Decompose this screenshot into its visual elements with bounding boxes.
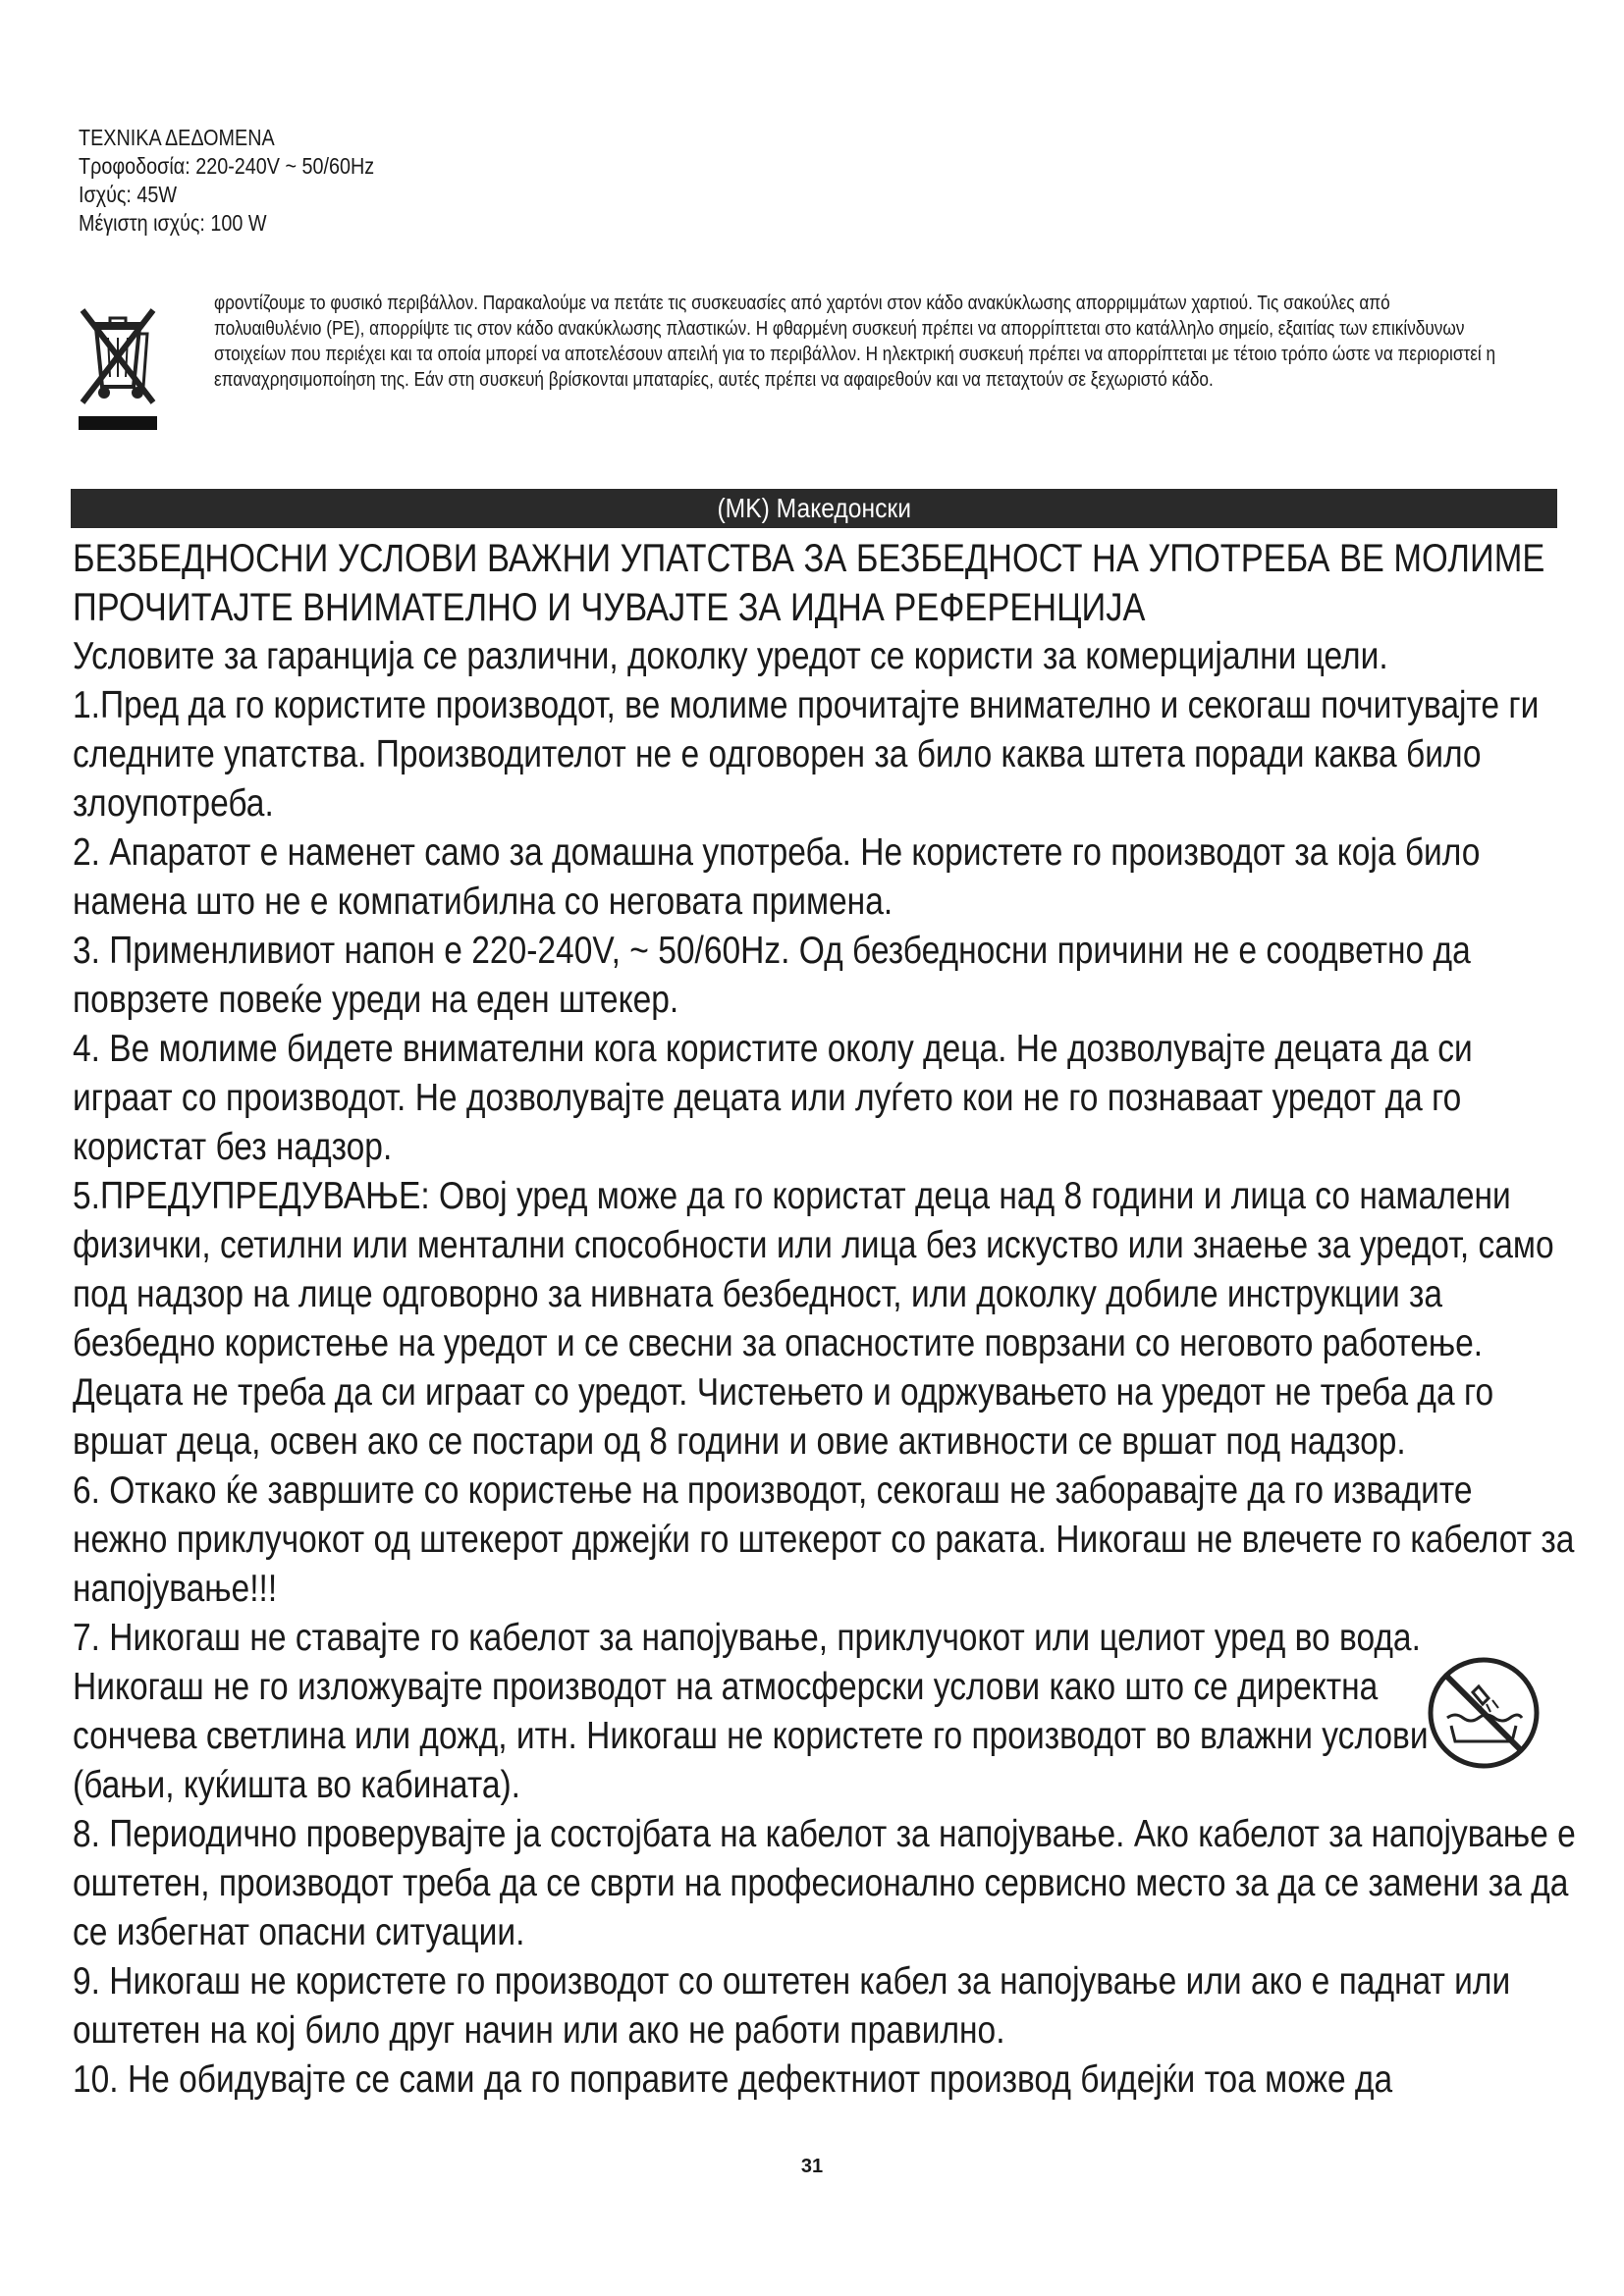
technical-power-supply: Τροφοδοσία: 220-240V ~ 50/60Hz [79,153,375,179]
instruction-item-10: 10. Не обидувајте се сами да го поправите дефектниот производ бидејќи тоа може да [73,2058,1393,2101]
safety-instructions [73,534,1576,2105]
technical-max-power: Μέγιστη ισχύς: 100 W [79,210,267,236]
technical-heading: ΤΕΧΝΙΚΑ ΔΕΔΟΜΕΝΑ [79,125,275,150]
technical-data-block [79,124,374,238]
recycling-notice [214,291,1497,393]
language-label: (MK) Македонски [717,493,911,523]
warranty-intro: Условите за гаранција се различни, доколку уредот се користи за комерцијални цели. [73,635,1388,677]
instruction-item-4: 4. Ве молиме бидете внимателни кога користите околу деца. Не дозволувајте децата да си играат со производот. Не дозволувајте децата или луѓето кои не го познаваат уредот да го користат без надзор. [73,1028,1473,1168]
instruction-item-6: 6. Откако ќе завршите со користење на производот, секогаш не заборавајте да го извадите нежно приклучокот од штекерот држејќи го штекерот со раката. Никогаш не влечете го кабелот за напојување!!! [73,1469,1575,1610]
instruction-item-5: 5.ПРЕДУПРЕДУВАЊЕ: Овој уред може да го користат деца над 8 години и лица со намалени физички, сетилни или ментални способности или лица без искуство или знаење за уредот, само под надзор на лице одговорно за нивната безбедност, или доколку добиле инструкции за безбедно користење на уредот и се свесни за опасностите поврзани со неговото работење. Децата не треба да си играат со уредот. Чистењето и одржувањето на уредот не треба да го вршат деца, освен ако се постари од 8 години и овие активности се вршат под надзор. [73,1175,1554,1463]
no-water-immersion-icon [1426,1655,1542,1771]
technical-power: Ισχύς: 45W [79,182,178,207]
instruction-item-3: 3. Применливиот напон е 220-240V, ~ 50/60Hz. Од безбедносни причини не е соодветно да поврзете повеќе уреди на еден штекер. [73,930,1471,1021]
recycling-text: φροντίζουμε το φυσικό περιβάλλον. Παρακαλούμε να πετάτε τις συσκευασίες από χαρτόνι στον κάδο ανακύκλωσης απορριμμάτων χαρτιού. Τις σακούλες από πολυαιθυλένιο (PE), απορρίψτε τις στον κάδο ανακύκλωσης πλαστικών. Η φθαρμένη συσκευή πρέπει να απορρίπτεται στο κατάλληλο σημείο, εξαιτίας των επικίνδυνων στοιχείων που περιέχει και τα οποία μπορεί να αποτελέσουν απειλή για το περιβάλλον. Η ηλεκτρική συσκευή πρέπει να απορρίπτεται με τέτοιο τρόπο ώστε να περιοριστεί η επαναχρησιμοποίηση της. Εάν στη συσκευή βρίσκονται μπαταρίες, αυτές πρέπει να αφαιρεθούν και να πεταχτούν σε ξεχωριστό κάδο. [214,293,1496,391]
instruction-item-1: 1.Пред да го користите производот, ве молиме прочитајте внимателно и секогаш почитувајте ги следните упатства. Производителот не е одговорен за било каква штета поради каква било злоупотреба. [73,684,1540,825]
instruction-item-2: 2. Апаратот е наменет само за домашна употреба. Не користете го производот за која било намена што не е компатибилна со неговата примена. [73,831,1481,923]
language-section-bar [71,489,1557,528]
page-number: 31 [800,2156,824,2177]
instruction-item-9: 9. Никогаш не користете го производот со оштетен кабел за напојување или ако е паднат или оштетен на кој било друг начин или ако не работи правилно. [73,1960,1511,2052]
instruction-item-7: 7. Никогаш не ставајте го кабелот за напојување, приклучокот или целиот уред во вода. Никогаш не го изложувајте производот на атмосферски услови како што се директна сончева светлина или дожд, итн. Никогаш не користете го производот во влажни услови (бањи, куќишта во кабината). [73,1617,1429,1806]
crossed-out-wheelie-bin-icon [79,304,157,432]
instruction-item-8: 8. Периодично проверувајте ја состојбата на кабелот за напојување. Ако кабелот за напојување е оштетен, производот треба да се сврти на професионално сервисно место за да се замени за да се избегнат опасни ситуации. [73,1813,1576,1953]
safety-title: БЕЗБЕДНОСНИ УСЛОВИ ВАЖНИ УПАТСТВА ЗА БЕЗБЕДНОСТ НА УПОТРЕБА ВЕ МОЛИМЕ ПРОЧИТАЈТЕ ВНИМАТЕЛНО И ЧУВАЈТЕ ЗА ИДНА РЕФЕРЕНЦИЈА [73,537,1545,629]
